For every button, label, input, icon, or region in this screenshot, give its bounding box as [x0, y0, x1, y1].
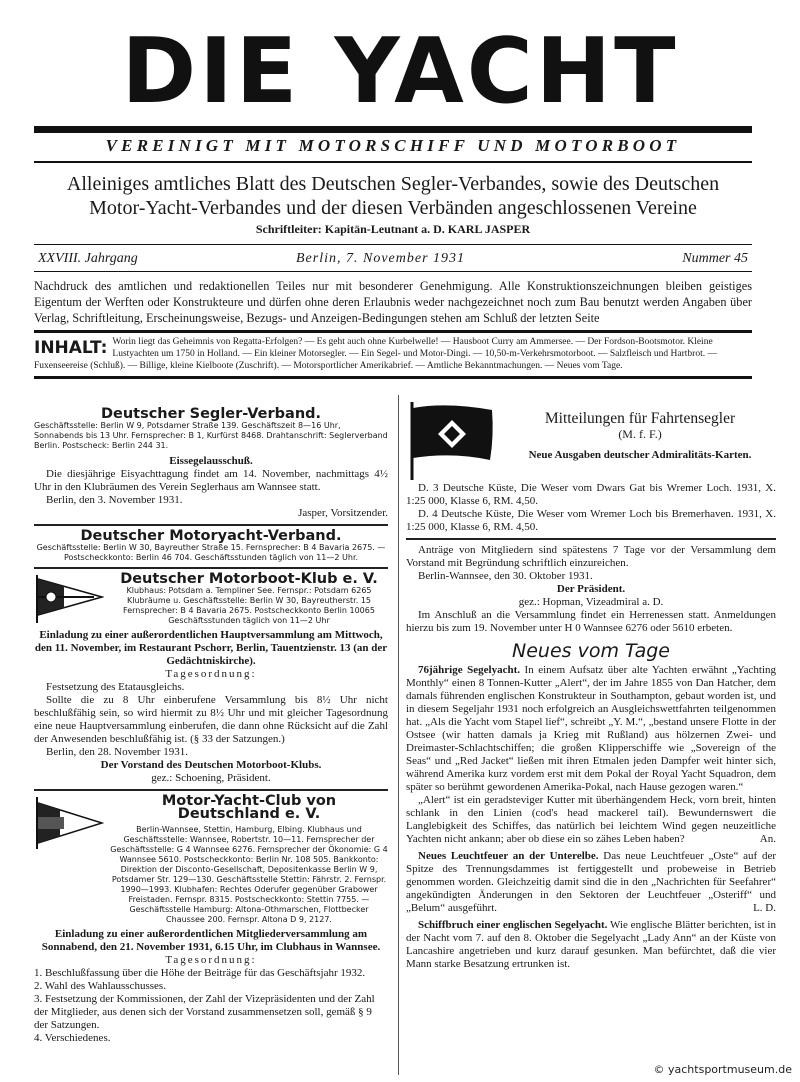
neues-p3-head: Neues Leuchtfeuer an der Unterelbe. [418, 850, 599, 862]
official-line-1: Alleiniges amtliches Blatt des Deutschen Segler-Verbandes, sowie des Deutschen [66, 173, 720, 195]
neues-p2: „Alert“ ist ein geradsteviger Kutter mit überhängendem Heck, vorn breit, hinten schlank in den Linien (cod's head mackerel tail). Bewundernswert die Langlebigkeit des Schiffes, das natürlich bei leichtem Wind gegen neuzeitliche Yachten nicht ankann; aber ob diese ein so zähes Leben haben? [406, 794, 776, 845]
issue-number: Nummer 45 [682, 251, 748, 266]
neues-paragraph [406, 664, 776, 794]
myc-agenda-item: 2. Wahl des Wahlausschusses. [34, 980, 166, 992]
dsv-info: Geschäftsstelle: Berlin W 9, Potsdamer Straße 139. Geschäftszeit 8—16 Uhr, Sonnabends bis 13 Uhr. Fernsprecher: B 1, Kurfürst 8468. Drahtanschrift: Seglerverband Berlin. Postscheck: Berlin 244 31. [34, 421, 388, 450]
left-column [34, 408, 388, 1045]
mff-dateline: Berlin-Wannsee, den 30. Oktober 1931. [418, 570, 593, 582]
official-notice [34, 172, 752, 220]
neues-paragraph [406, 850, 776, 915]
dmk-info: Klubhaus: Potsdam a. Templiner See. Fernspr.: Potsdam 6265 Klubräume u. Geschäftsstelle: Berlin W 30, Bayreutherstr. 15 Fernsprecher: B 4 Bavaria 2675. Postscheckkonto Berlin 10065 Geschäftsstunden täglich von 11—2 Uhr [123, 586, 375, 625]
dmk-dateline: Berlin, den 28. November 1931. [46, 746, 189, 758]
myc-pennant-icon [34, 795, 104, 849]
mff-flag-icon [406, 400, 498, 480]
myc-invite: Einladung zu einer außerordentlichen Mitgliederversammlung am Sonnabend, den 21. November 1931, 6.15 Uhr, im Clubhaus in Wannsee. [41, 928, 381, 953]
watermark: © yachtsportmuseum.de [653, 1063, 792, 1076]
inhalt-label: INHALT: [34, 338, 108, 358]
dsv-body: Die diesjährige Eisyachttagung findet am 14. November, nachmittags 4½ Uhr in den Klubräumen des Verein Seglerhaus am Wannsee statt. [34, 468, 388, 493]
issue-rule-bottom [34, 271, 752, 272]
column-separator [398, 395, 399, 1075]
dmk-body: Sollte die zu 8 Uhr einberufene Versammlung bis 8½ Uhr nicht beschlußfähig sein, so wird hiermit zu 8½ Uhr und mit gleicher Tagesordnung eine neue Hauptversammlung einberufen, die dann ohne Rücksicht auf die Zahl der Anwesenden beschlußfähig ist. (§ 33 der Satzungen.) [34, 694, 388, 745]
issue-date: Berlin, 7. November 1931 [296, 251, 466, 266]
copyright-notice: Nachdruck des amtlichen und redaktionellen Teiles nur mit besonderer Genehmigung. Alle Konstruktionszeichnungen bleiben geistiges Eigentum der Werften oder Konstrukteure und dürfen ohne deren Erlaubnis weder nachgezeichnet noch zum Bau benutzt werden Angaben über Verlag, Schriftleitung, Erscheinungsweise, Bezugs- und Anzeigen-Bedingungen stehen am Schluß der letzten Seite [34, 279, 752, 325]
dsv-title: Deutscher Segler-Verband. [100, 406, 322, 422]
issue-volume: XXVIII. Jahrgang [38, 251, 138, 266]
neues-p1: In einem Aufsatz über alte Yachten erwähnt „Yachting Monthly“ einen 8 Tonnen-Kutter „Alert“, der im Jahre 1855 von Dan Hatcher, dem damals führenden englischen Konstrukteur in Southampton, gebaut worden ist, und in diesem Segeljahr 1931 noch erfolgreich an Ausgleichswettfahrten teilgenommen hat. „Als die Yacht vom Stapel lief“, schreibt „Y. M.“, „bestand unsere Flotte in der Ostsee (wir hatten damals ja Krieg mit Rußland) aus hölzernen Zwei- und Dreimaster-Schlachtschiffen; die großen Klipperschiffe wie „Sovereign of the Seas“ und „Red Jacket“ ließen mit ihren Etmalen jeden Dampfer weit hinter sich, während Amerika kurz vordem erst mit dem Pokal der Royal Yacht Squadron, dem später so berühmt gewordenen Amerika-Pokal, nach Hause gezogen waren.“ [406, 664, 777, 793]
dmk-signature: gez.: Schoening, Präsident. [151, 772, 271, 784]
neues-p4-head: Schiffbruch einer englischen Segelyacht. [418, 919, 608, 931]
dmk-agenda-title: Tagesordnung: [165, 668, 257, 680]
myc-agenda-item: 3. Festsetzung der Kommissionen, der Zahl der Vizepräsidenten und der Zahl der Mitglieder, aus denen sich der Vorstand zusammensetzen soll, gemäß § 9 der Satzungen. [34, 993, 375, 1031]
mff-item-2: D. 4 Deutsche Küste, Die Weser vom Wremer Loch bis Bremerhaven. 1931, X. 1:25 000, Klasse 6, RM. 4,50. [406, 508, 776, 533]
dmk-header [34, 573, 388, 626]
myc-agenda-item: 1. Beschlußfassung über die Höhe der Beiträge für das Geschäftsjahr 1932. [34, 967, 366, 979]
dsv-heading: Eissegelausschuß. [169, 455, 253, 467]
mff-president: Der Präsident. [556, 583, 626, 595]
neues-p3-signature: L. D. [753, 902, 776, 914]
editor-line: Schriftleiter: Kapitän-Leutnant a. D. KARL JASPER [255, 222, 531, 236]
mff-title: Mitteilungen für Fahrtensegler [544, 410, 736, 427]
mff-abbr: (M. f. F.) [618, 427, 662, 441]
divider [34, 789, 388, 791]
myc-agenda-item: 4. Verschiedenes. [34, 1032, 111, 1044]
inhalt-rule-bottom [34, 376, 752, 379]
myc-agenda-title: Tagesordnung: [165, 954, 257, 966]
neues-title: Neues vom Tage [512, 640, 670, 662]
neues-paragraph [406, 794, 776, 846]
inhalt-text: Worin liegt das Geheimnis von Regatta-Erfolgen? — Es geht auch ohne Kurbelwelle! — Hausboot Curry am Ammersee. — Der Fordson-Bootsmotor. Kleine Lustyachten um 1750 in Holland. — Ein kleiner Motorsegler. — Ein Segel- und Motor-Dingi. — 10,50-m-Verkehrsmotorboot. — Salzfleisch und Hartbrot. — Fuxenseereise (Schluß). — Billige, kleine Kielboote (Zuschrift). — Motorsportlicher Amerikabrief. — Amtliche Bekanntmachungen. — Neues vom Tage. [34, 337, 717, 371]
dsv-dateline: Berlin, den 3. November 1931. [46, 494, 183, 506]
masthead-title: DIE YACHT [121, 19, 679, 124]
masthead-subtitle: VEREINIGT MIT MOTORSCHIFF UND MOTORBOOT [105, 136, 681, 155]
neues-paragraph [406, 919, 776, 971]
inhalt-rule-top [34, 330, 752, 333]
mff-signature: gez.: Hopman, Vizeadmiral a. D. [518, 596, 664, 608]
mff-body: Anträge von Mitgliedern sind spätestens 7 Tage vor der Versammlung dem Vorstand mit Begründung schriftlich einzureichen. [406, 544, 776, 569]
dmk-invite: Einladung zu einer außerordentlichen Hauptversammlung am Mittwoch, den 11. November, im Restaurant Pschorr, Berlin, Tauentzienstr. 13 (an der Gedächtniskirche). [34, 629, 388, 667]
dmyv-title: Deutscher Motoryacht-Verband. [80, 528, 342, 544]
official-line-2: Motor-Yacht-Verbandes und der diesen Verbänden angeschlossenen Vereine [89, 197, 697, 219]
dmyv-info: Geschäftsstelle: Berlin W 30, Bayreuther Straße 15. Fernsprecher: B 4 Bavaria 2675. — Postscheckkonto: Berlin 46 704. Geschäftsstunden täglich von 11—2 Uhr. [36, 543, 386, 562]
myc-title: Motor-Yacht-Club von Deutschland e. V. [161, 793, 337, 822]
neues-p3: Das neue Leuchtfeuer „Oste“ auf der Spitze des Trennungsdammes ist fertiggestellt und probeweise in Betrieb genommen worden. Gleichzeitig damit sind die in den „Nachrichten für Seefahrer“ angekündigten Änderungen in den Sektoren der Leuchtfeuer „Osteriff“ und „Belum“ ausgeführt. [406, 850, 776, 914]
dsv-signature: Jasper, Vorsitzender. [298, 507, 388, 519]
divider [406, 538, 776, 540]
divider [34, 567, 388, 569]
mff-item-1: D. 3 Deutsche Küste, Die Weser vom Dwars Gat bis Wremer Loch. 1931, X. 1:25 000, Klasse 6, RM. 4,50. [406, 482, 776, 507]
dmk-board: Der Vorstand des Deutschen Motorboot-Klubs. [100, 759, 322, 771]
neues-p2-signature: An. [759, 833, 776, 845]
neues-p1-head: 76jährige Segelyacht. [418, 664, 520, 676]
masthead-rule-bottom [34, 161, 752, 163]
issue-rule-top [34, 244, 752, 245]
mff-after: Im Anschluß an die Versammlung findet ein Herrenessen statt. Anmeldungen hierzu bis zum 19. November unter H 0 Wannsee 6276 oder 5610 erbeten. [406, 609, 776, 634]
dmk-title: Deutscher Motorboot-Klub e. V. [120, 571, 378, 587]
mff-heading: Neue Ausgaben deutscher Admiralitäts-Karten. [528, 449, 752, 461]
dmk-agenda: Festsetzung des Etatausgleichs. [46, 681, 185, 693]
myc-info: Berlin-Wannsee, Stettin, Hamburg, Elbing. Klubhaus und Geschäftsstelle: Wannsee, Robertstr. 10—11. Fernsprecher der Geschäftsstelle: G 4 Wannsee 6276. Fernsprecher der Ökonomie: G 4 Wannsee 5610. Postscheckkonto: Berlin Nr. 108 505. Bankkonto: Direktion der Disconto-Gesellschaft, Depositenkasse Berlin W 9, Potsdamer Str. 129—130. Geschäftsstelle Stettin: Fährstr. 2. Fernspr. 1990—1993. Klubhafen: Rechtes Oderufer gegenüber Grabower Freistaden. Fernspr. 8315. Postscheckkonto: Stettin 7755. — Geschäftsstelle Hamburg: Altona-Othmarschen, Flottbecker Chaussee 200. Fernspr. Altona D 9, 2127. [110, 825, 388, 924]
neues-p4: Wie englische Blätter berichten, ist in der Nacht vom 7. auf den 8. Oktober die Segelyacht „Lady Ann“ an der Küste von Lancashire angetrieben und kurz darauf gesunken. Man befürchtet, daß die vier Mann starke Besatzung ertrunken ist. [406, 919, 776, 970]
mff-header [406, 400, 776, 480]
divider [34, 524, 388, 526]
table-of-contents [34, 336, 752, 372]
right-column [406, 400, 776, 971]
dmk-pennant-icon [34, 573, 104, 623]
